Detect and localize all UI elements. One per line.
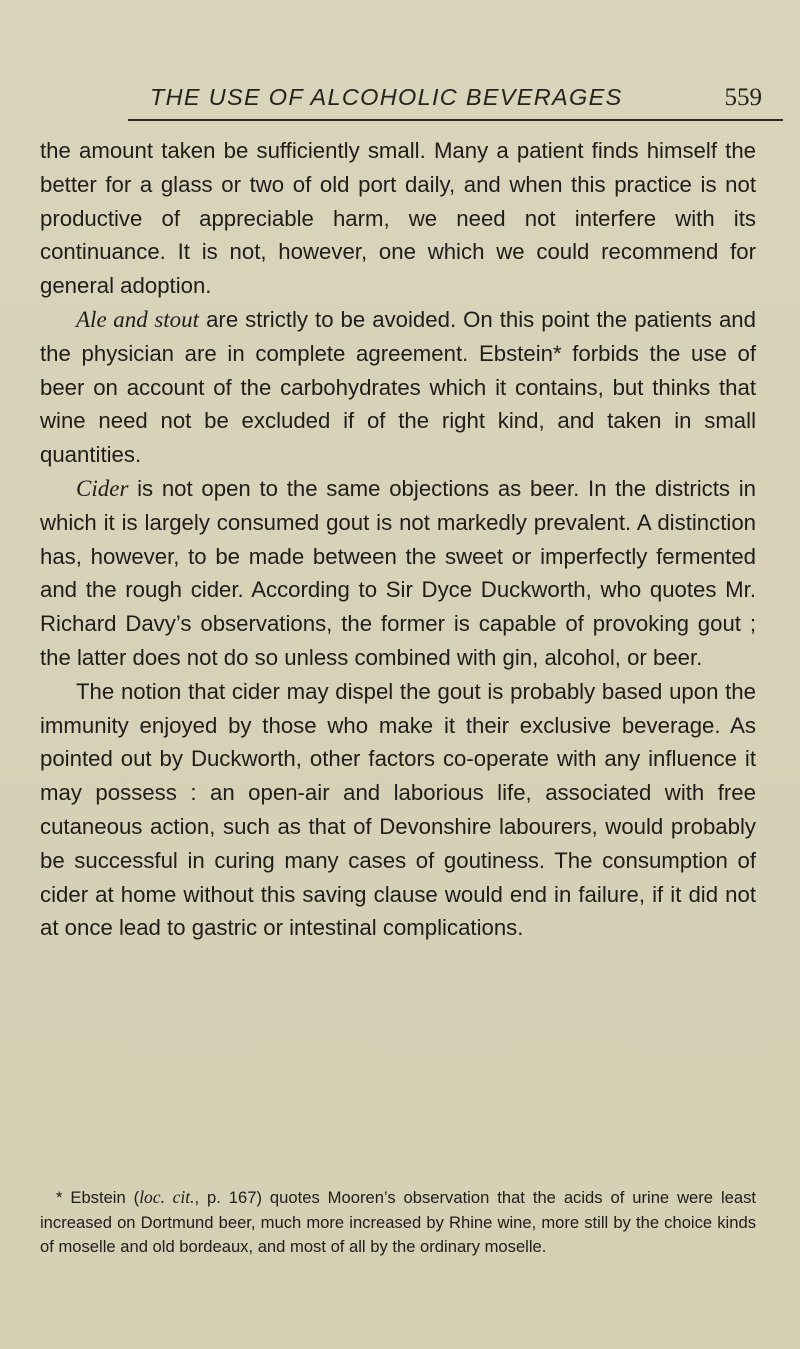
footnote-italic: loc. cit. bbox=[139, 1187, 195, 1207]
header-rule bbox=[128, 119, 783, 121]
paragraph bbox=[40, 134, 756, 303]
paragraph-text: is not open to the same objections as beer. In the districts in which it is largely consumed gout is not markedly prevalent. A distinction has, however, to be made between the sweet or imperfectly fermented and the rough cider. According to Sir Dyce Duckworth, who quotes Mr. Richard Davy’s observations, the former is capable of provoking gout ; the latter does not do so unless combined with gin, alcohol, or beer. bbox=[40, 475, 756, 670]
footnote-part: , p. 167) quotes Mooren’s observation that the acids of urine were least increased on Dortmund beer, much more increased by Rhine wine, more still by the choice kinds of moselle and old bordeaux, and most of all by the ordinary moselle. bbox=[40, 1188, 757, 1257]
footnote bbox=[40, 1185, 756, 1260]
paragraph-text: are strictly to be avoided. On this point the patients and the physician are in complete agreement. Ebstein* forbids the use of beer on account of the carbohydrates which it contains, but thinks that wine need not be excluded if of the right kind, and taken in small quantities. bbox=[40, 306, 756, 468]
running-title: THE USE OF ALCOHOLIC BEVERAGES bbox=[150, 84, 623, 110]
italic-lead: Ale and stout bbox=[76, 306, 200, 332]
footnote-text bbox=[40, 1185, 756, 1260]
paragraph-text: the amount taken be sufficiently small. Many a patient finds himself the better for a glass or two of old port daily, and when this practice is not productive of appreciable harm, we need not interfere with its continuance. It is not, however, one which we could recommend for general adoption. bbox=[40, 138, 756, 299]
paragraph bbox=[40, 675, 756, 945]
footnote-part: * Ebstein ( bbox=[56, 1188, 140, 1207]
paragraph-ale-and-stout bbox=[40, 303, 756, 472]
paragraph-cider bbox=[40, 472, 756, 675]
page-header bbox=[150, 84, 762, 118]
body-text bbox=[40, 134, 756, 945]
paragraph-text: The notion that cider may dispel the gout is probably based upon the immunity enjoyed by those who make it their exclusive beverage. As pointed out by Duckworth, other factors co-operate with any influence it may possess : an open-air and laborious life, associated with free cutaneous action, such as that of Devonshire labourers, would probably be successful in curing many cases of goutiness. The consumption of cider at home without this saving clause would end in failure, if it did not at once lead to gastric or intestinal complications. bbox=[40, 678, 756, 941]
page-number: 559 bbox=[724, 84, 762, 111]
italic-lead: Cider bbox=[76, 475, 129, 501]
